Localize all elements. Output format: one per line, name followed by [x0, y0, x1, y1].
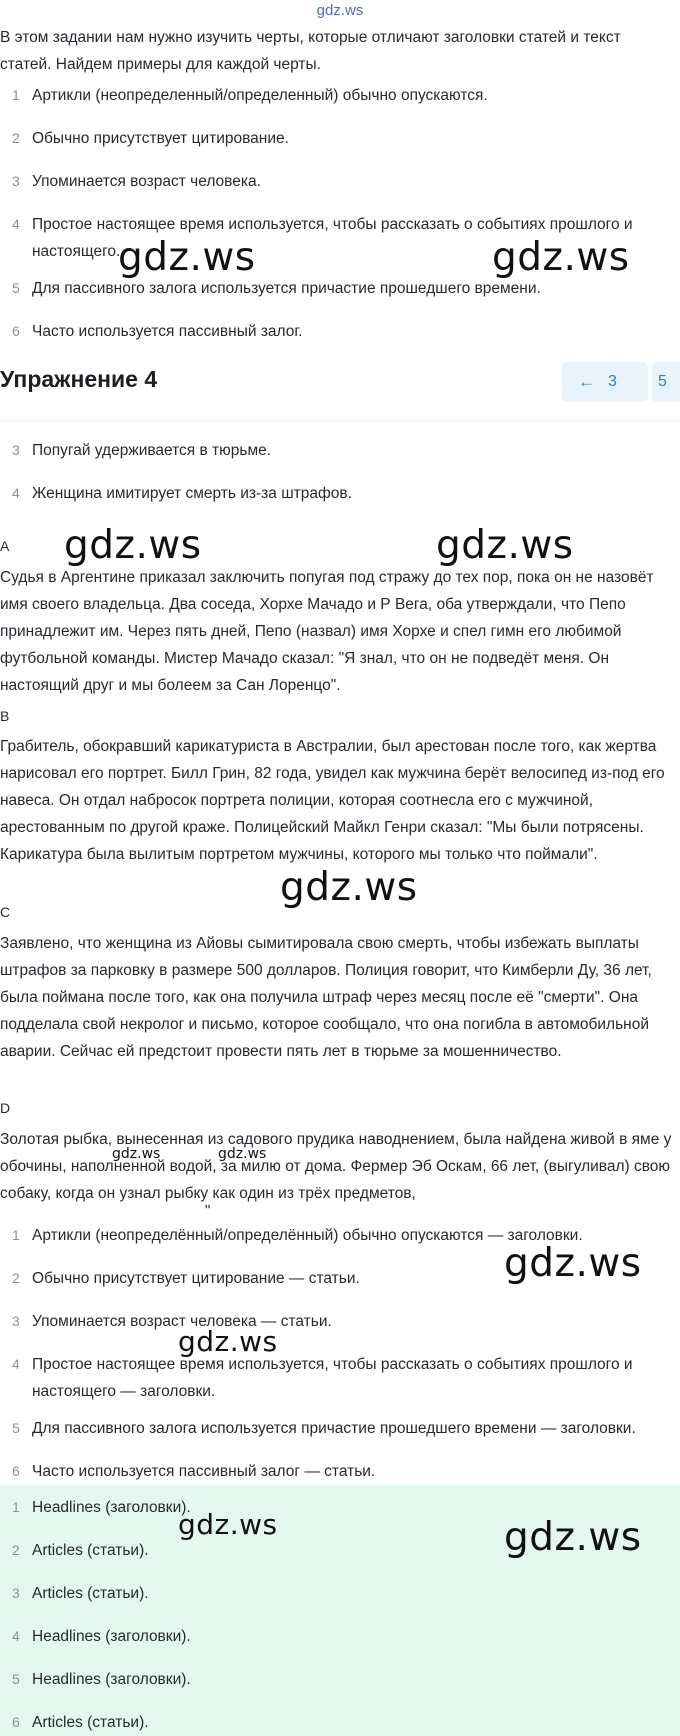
item-number: 4	[12, 216, 20, 232]
watermark: gdz.ws	[218, 1146, 267, 1162]
watermark: gdz.ws	[492, 235, 630, 280]
section-divider	[0, 420, 680, 421]
item-text: Headlines (заголовки).	[32, 1671, 191, 1688]
item-text: Headlines (заголовки).	[32, 1628, 191, 1645]
item-number: 6	[12, 1463, 20, 1479]
item-text: Артикли (неопределенный/определенный) обычно опускаются.	[32, 87, 488, 104]
prev-exercise-label: 3	[608, 373, 617, 390]
item-number: 3	[12, 1585, 20, 1601]
item-number: 6	[12, 323, 20, 339]
story-text: Грабитель, обокравший карикатуриста в Австралии, был арестован после того, как жертва нарисовал его портрет. Билл Грин, 82 года, увидел как мужчина берёт велосипед из-под его навеса. Он отдал набросок портрета полиции, которая соотнесла его с мужчиной, арестованным по другой краже. Полицейский Майкл Генри сказал: "Мы были потрясены. Карикатура была вылитым портретом мужчины, которого мы только что поймали".	[0, 738, 665, 863]
item-text: Обычно присутствует цитирование — статьи.	[32, 1270, 360, 1287]
watermark: gdz.ws	[178, 1325, 278, 1358]
watermark: gdz.ws	[436, 523, 574, 568]
item-text: Упоминается возраст человека.	[32, 173, 261, 190]
watermark: gdz.ws	[112, 1146, 161, 1162]
item-number: 2	[12, 1270, 20, 1286]
item-text: Часто используется пассивный залог.	[32, 323, 303, 340]
watermark: gdz.ws	[280, 865, 418, 910]
item-number: 4	[12, 1356, 20, 1372]
item-number: 1	[12, 87, 20, 103]
watermark: gdz.ws	[64, 523, 202, 568]
item-text: Headlines (заголовки).	[32, 1499, 191, 1516]
intro-text: В этом задании нам нужно изучить черты, которые отличают заголовки статей и текст статей. Найдем примеры для каждой черты.	[0, 29, 621, 73]
item-text: Часто используется пассивный залог — статьи.	[32, 1463, 376, 1480]
story-letter: C	[0, 904, 11, 920]
item-text: Для пассивного залога используется причастие прошедшего времени — заголовки.	[32, 1420, 636, 1437]
item-number: 4	[12, 485, 20, 501]
story-letter: A	[0, 538, 10, 554]
story-letter: D	[0, 1100, 11, 1116]
item-text: Простое настоящее время используется, чтобы рассказать о событиях прошлого и настоящего — заголовки.	[32, 1356, 633, 1400]
item-number: 5	[12, 1420, 20, 1436]
item-text: Articles (статьи).	[32, 1585, 149, 1602]
item-number: 3	[12, 173, 20, 189]
item-number: 2	[12, 1542, 20, 1558]
item-text: Обычно присутствует цитирование.	[32, 130, 289, 147]
story-cut-quote: "	[205, 1202, 211, 1219]
watermark: gdz.ws	[118, 235, 256, 280]
item-text: Женщина имитирует смерть из-за штрафов.	[32, 485, 352, 502]
watermark: gdz.ws	[504, 1515, 642, 1560]
item-number: 3	[12, 1313, 20, 1329]
story-letter: B	[0, 708, 10, 724]
item-number: 5	[12, 280, 20, 296]
item-text: Простое настоящее время используется, чтобы рассказать о событиях прошлого и настоящего.	[32, 216, 633, 260]
site-logo[interactable]: gdz.ws	[316, 2, 364, 19]
item-number: 4	[12, 1628, 20, 1644]
prev-exercise-button[interactable]	[562, 362, 648, 402]
item-text: Для пассивного залога используется причастие прошедшего времени.	[32, 280, 541, 297]
exercise-title: Упражнение 4	[0, 366, 158, 392]
watermark: gdz.ws	[178, 1508, 278, 1541]
story-text: Золотая рыбка, вынесенная из садового прудика наводнением, была найдена живой в яме у обочины, наполненной водой, за милю от дома. Фермер Эб Оскам, 66 лет, (выгуливал) свою собаку, когда он узнал рыбку как один из трёх предметов,	[0, 1131, 672, 1202]
story-text: Заявлено, что женщина из Айовы сымитировала свою смерть, чтобы избежать выплаты штрафов за парковку в размере 500 долларов. Полиция говорит, что Кимберли Ду, 36 лет, была поймана после того, как она получила штраф через месяц после её "смерти". Она подделала свой некролог и письмо, которое сообщало, что она погибла в автомобильной аварии. Сейчас ей предстоит провести пять лет в тюрьме за мошенничество.	[0, 935, 652, 1060]
story-text: Судья в Аргентине приказал заключить попугая под стражу до тех пор, пока он не назовёт имя своего владельца. Два соседа, Хорхе Мачадо и Р Вега, оба утверждали, что Пепо принадлежит им. Через пять дней, Пепо (назвал) имя Хорхе и спел гимн его любимой футбольной команды. Мистер Мачадо сказал: "Я знал, что он не подведёт меня. Он настоящий друг и мы болеем за Сан Лоренцо".	[0, 569, 654, 694]
item-text: Упоминается возраст человека — статьи.	[32, 1313, 332, 1330]
item-number: 6	[12, 1714, 20, 1730]
item-number: 5	[12, 1671, 20, 1687]
item-text: Articles (статьи).	[32, 1542, 149, 1559]
watermark: gdz.ws	[504, 1241, 642, 1286]
item-number: 3	[12, 442, 20, 458]
next-exercise-button[interactable]	[652, 362, 680, 402]
item-text: Articles (статьи).	[32, 1714, 149, 1731]
item-text: Попугай удерживается в тюрьме.	[32, 442, 272, 459]
item-number: 2	[12, 130, 20, 146]
item-number: 1	[12, 1227, 20, 1243]
next-exercise-label: 5	[658, 373, 667, 390]
item-number: 1	[12, 1499, 20, 1515]
item-text: Артикли (неопределённый/определённый) обычно опускаются — заголовки.	[32, 1227, 583, 1244]
arrow-left-icon: ←	[578, 372, 595, 391]
